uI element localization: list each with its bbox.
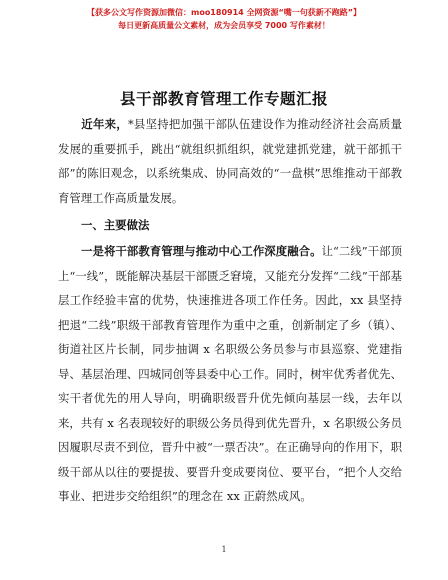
- document-title: 县干部教育管理工作专题汇报: [119, 89, 328, 108]
- intro-text: *县坚持把加强干部队伍建设作为推动经济社会高质量发展的重要抓手，跳出“就组织抓组织，就党建抓党建，就干部抓干部”的陈旧观念，以系统集成、协同高效的“一盘棋”思维推动干部教育管理工作高质量发展。: [58, 117, 402, 205]
- section-lead: 一是将干部教育管理与推动中心工作深度融合。: [81, 244, 322, 258]
- section-paragraph: [58, 239, 402, 509]
- section-text: 让“二线”干部顶上“一线”，既能解决基层干部匮乏窘境，又能充分发挥“二线”干部基层工作经验丰富的优势，快速推进各项工作任务。因此，xx 县坚持把退“二线”职级干部教育管理作为重中之重，创新制定了乡（镇）、街道社区片长制，同步抽调 x 名职级公务员参与市县巡察、党建指导、基层治理、四城同创等县委中心工作。同时，树牢优秀者优先、实干者优先的用人导向，明确职级晋升优先倾向基层一线，去年以来，共有 x 名表现较好的职级公务员得到优先晋升，x 名职级公务员因履职尽责不到位，晋升中被“一票否决”。在正确导向的作用下，职级干部从以往的要提拔、要晋升变成要岗位、要平台，“把个人交给事业、把进步交给组织”的理念在 xx 正蔚然成风。: [58, 244, 402, 503]
- page-number: 1: [221, 545, 227, 554]
- promo-banner: [0, 6, 448, 32]
- section-heading: 一、主要做法: [81, 218, 150, 232]
- intro-paragraph: [58, 112, 402, 210]
- intro-lead: 近年来，: [81, 117, 128, 131]
- promo-line-1: 【获多公文写作资源加微信：moo180914 全网资源“嘴一句获新不跑路”】: [86, 8, 362, 17]
- promo-line-2: 每日更新高质量公文素材，成为会员享受 7000 写作素材！: [118, 21, 330, 30]
